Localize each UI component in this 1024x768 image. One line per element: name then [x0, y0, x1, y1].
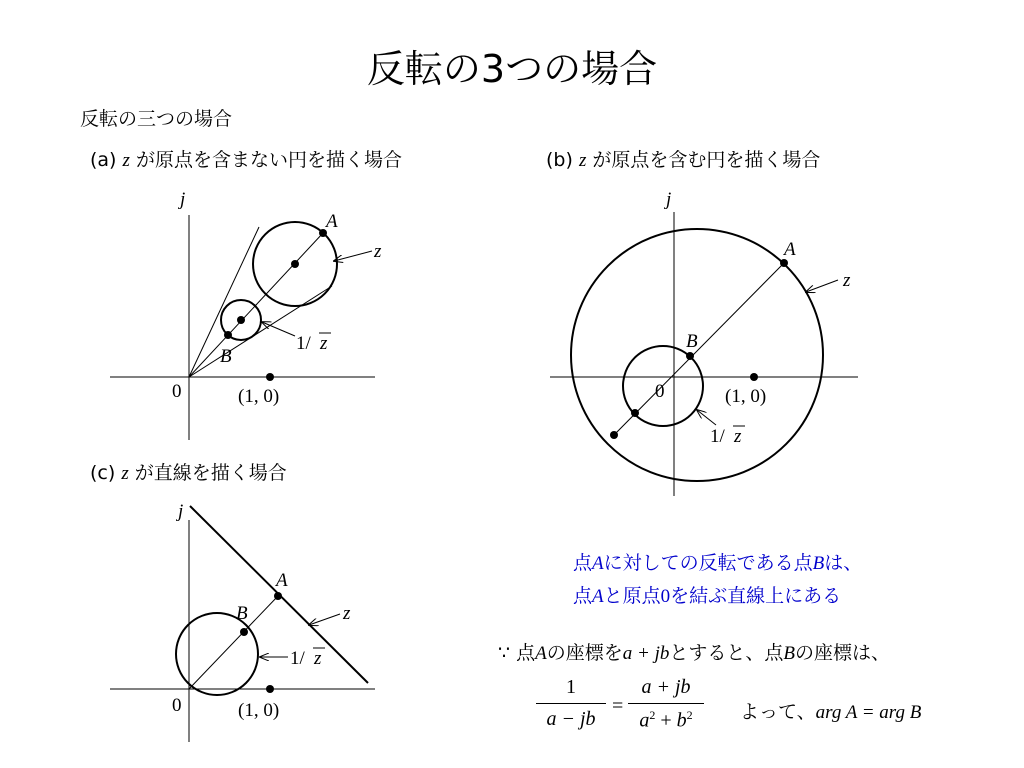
note-l1-b: A	[592, 553, 604, 574]
b-label-A: A	[784, 239, 796, 260]
c-circle-inverse	[176, 613, 258, 695]
b-label-z: z	[843, 270, 851, 291]
frac-rhs-num: a + jb	[641, 676, 691, 698]
frac-rhs-den	[628, 708, 704, 733]
note-l1-e: は、	[824, 552, 863, 574]
a-point-10-label: (1, 0)	[238, 386, 280, 407]
eq-conclusion: arg A = arg B	[815, 702, 922, 723]
b-point-inner-dot	[631, 409, 639, 417]
b-label-inv-zbar: z	[734, 426, 742, 447]
c-line-origin-A	[189, 596, 278, 689]
note-line-2	[573, 581, 841, 608]
a-arrow-z	[334, 251, 372, 261]
c-label-B: B	[236, 603, 248, 624]
a-axis-j-label: j	[180, 189, 186, 210]
eq-text1: の座標を	[546, 642, 623, 664]
caption-c-var: z	[121, 463, 129, 484]
note-l2-e: を結ぶ直線上にある	[670, 585, 842, 607]
a-label-z: z	[374, 241, 382, 262]
fraction-rhs	[628, 676, 704, 733]
note-l1-d: B	[812, 553, 825, 574]
diagram-a	[110, 189, 382, 440]
frac-lhs-num: 1	[566, 676, 576, 698]
fraction-lhs	[536, 676, 606, 731]
b-point-B-dot	[686, 352, 694, 360]
caption-b-text: が原点を含む円を描く場合	[586, 149, 821, 171]
frac-lhs-bar	[536, 703, 606, 704]
c-axis-j-label: j	[178, 501, 184, 522]
eq-because: ∵ 点	[498, 642, 536, 664]
conclusion	[740, 697, 921, 724]
frac-rhs-den-a: a	[639, 709, 650, 732]
eq-text3: の座標は、	[795, 642, 891, 664]
b-point-10-dot	[750, 373, 758, 381]
b-axis-j-label: j	[666, 189, 672, 210]
eq-coord: a + jb	[622, 643, 670, 664]
caption-a-var: z	[122, 150, 130, 171]
c-origin-label: 0	[172, 695, 182, 716]
caption-c-prefix: (c)	[90, 462, 122, 484]
c-point-A-dot	[274, 592, 282, 600]
eq-var-A: A	[535, 643, 547, 664]
eq-var-B: B	[783, 643, 795, 664]
note-l2-c: と原点	[603, 585, 661, 607]
frac-rhs-den-b: b	[676, 709, 687, 732]
c-point-B-dot	[240, 628, 248, 636]
caption-c-text: が直線を描く場合	[128, 462, 287, 484]
note-l1-a: 点	[573, 552, 593, 574]
b-arrow-z	[806, 280, 838, 292]
b-arrow-inv	[697, 410, 716, 425]
c-point-10-label: (1, 0)	[238, 700, 280, 721]
note-l2-b: A	[592, 586, 604, 607]
frac-rhs-den-sup2: 2	[686, 708, 693, 722]
frac-rhs-den-sup1: 2	[649, 708, 656, 722]
a-point-10-dot	[266, 373, 274, 381]
b-point-10-label: (1, 0)	[725, 386, 767, 407]
frac-rhs-bar	[628, 703, 704, 704]
note-line-1	[573, 548, 862, 575]
diagram-b	[550, 189, 858, 496]
b-point-outer-dot	[610, 431, 618, 439]
caption-a-text: が原点を含まない円を描く場合	[129, 149, 402, 171]
c-arrow-z	[309, 614, 340, 625]
a-label-inv-one: 1/	[296, 333, 311, 354]
c-label-z: z	[343, 603, 351, 624]
a-center-inv-dot	[237, 316, 245, 324]
c-label-A: A	[276, 570, 288, 591]
caption-b-var: z	[578, 150, 587, 171]
c-label-inv-zbar: z	[314, 648, 322, 669]
caption-b-prefix: (b)	[546, 149, 579, 171]
page-title: 反転の3つの場合	[366, 47, 658, 91]
a-label-B: B	[220, 346, 232, 367]
note-l2-d: 0	[660, 586, 671, 607]
a-arrow-inv	[262, 322, 295, 336]
b-origin-label: 0	[655, 381, 665, 402]
subtitle: 反転の三つの場合	[80, 108, 233, 130]
a-point-B-dot	[224, 331, 232, 339]
note-l2-a: 点	[573, 585, 593, 607]
c-label-inv-one: 1/	[290, 648, 305, 669]
caption-a-prefix: (a)	[90, 149, 123, 171]
b-label-inv-one: 1/	[710, 426, 725, 447]
note-l1-c: に対しての反転である点	[603, 552, 813, 574]
a-center-z-dot	[291, 260, 299, 268]
eq-text2: とすると、点	[669, 642, 784, 664]
eq-therefore: よって、	[740, 701, 816, 723]
frac-rhs-den-plus: +	[655, 709, 677, 732]
a-label-A: A	[326, 211, 338, 232]
diagram-c	[110, 501, 375, 742]
a-label-inv-zbar: z	[320, 333, 328, 354]
b-label-B: B	[686, 331, 698, 352]
b-point-A-dot	[780, 259, 788, 267]
equation-statement	[498, 638, 890, 665]
eq-equals: =	[612, 695, 624, 717]
c-point-10-dot	[266, 685, 274, 693]
a-origin-label: 0	[172, 381, 182, 402]
b-line-A-B	[614, 263, 784, 435]
frac-lhs-den: a − jb	[546, 708, 596, 730]
